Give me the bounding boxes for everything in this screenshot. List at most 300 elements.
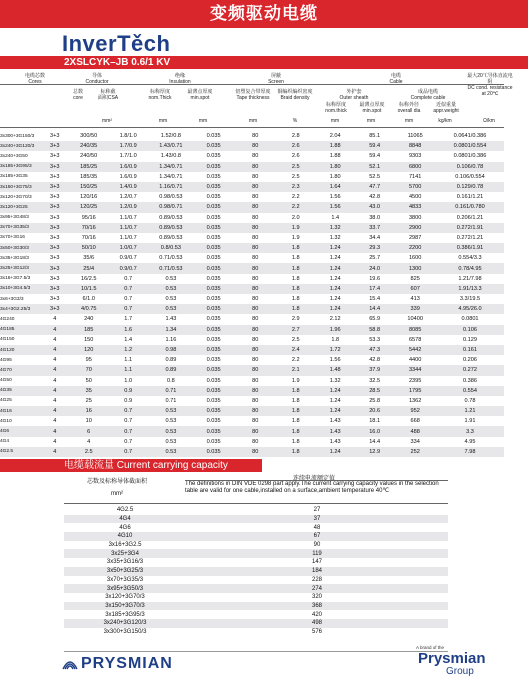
- capacity-cable-cell: 3x95+3G50/3: [64, 584, 186, 593]
- table-cell: 1.24: [329, 275, 341, 282]
- table-cell: 339: [394, 304, 436, 314]
- table-cell: 3.3: [436, 426, 504, 436]
- table-cell: 4: [53, 438, 57, 445]
- table-cell: 0.53: [165, 418, 177, 425]
- table-cell: 4: [53, 316, 57, 323]
- capacity-col1-header: 芯数及标称导体截面积: [86, 479, 147, 485]
- unit-cross: mm²: [102, 118, 112, 124]
- table-cell: 80: [234, 325, 276, 335]
- table-cell: 0.035: [206, 357, 221, 364]
- table-cell: 80: [234, 386, 276, 396]
- table-cell: 25.7: [369, 255, 381, 262]
- table-cell: 42.8: [369, 357, 381, 364]
- table-cell: 16/2.5: [80, 275, 97, 282]
- table-cell: 185/25: [70, 162, 107, 172]
- header-sh-nom: 标称厚度 nom.thick: [325, 102, 347, 114]
- table-cell: 1.9: [276, 223, 315, 233]
- table-cell: 1.56: [329, 357, 341, 364]
- capacity-cable-cell: 3x240+3G120/3: [64, 619, 186, 628]
- table-row: [64, 549, 448, 558]
- prysmian-logo: [62, 655, 173, 673]
- header-total: 总数 core: [72, 89, 83, 101]
- table-cell: 0.035: [193, 426, 235, 436]
- table-cell: 53.3: [369, 336, 381, 343]
- table-cell: 2.6: [276, 141, 315, 151]
- table-cell: 1.8: [291, 418, 300, 425]
- table-cell: 0.71/0.53: [149, 263, 193, 273]
- table-cell: 1.8: [276, 426, 315, 436]
- table-cell: 1300: [394, 263, 436, 273]
- table-cell: 80: [234, 304, 276, 314]
- table-row: [0, 386, 504, 396]
- table-cell: 3+3: [50, 133, 60, 140]
- table-cell: 0.106/0.554: [455, 173, 485, 180]
- table-cell: 1.0: [124, 377, 133, 384]
- table-cell: 3+3: [50, 296, 60, 303]
- table-cell: 1.91: [464, 418, 476, 425]
- table-cell: 4400: [408, 357, 422, 364]
- table-cell: 4833: [394, 202, 436, 212]
- table-cell: 4: [39, 365, 70, 375]
- table-cell: 3x240+3G120/3: [0, 141, 39, 151]
- table-cell: 35: [70, 386, 107, 396]
- table-cell: 4G240: [0, 316, 15, 322]
- table-cell: 4G25: [0, 398, 12, 404]
- table-cell: 0.272: [436, 365, 504, 375]
- table-cell: 11065: [407, 133, 423, 140]
- table-cell: 3x6+3G3/3: [0, 296, 24, 302]
- table-row: [0, 223, 504, 233]
- page-title: 变频驱动电缆: [210, 4, 318, 23]
- table-cell: 80: [252, 255, 259, 262]
- table-cell: 1.8: [291, 255, 300, 262]
- table-cell: 0.554: [436, 386, 504, 396]
- table-row: [64, 558, 448, 567]
- table-cell: 6800: [394, 162, 436, 172]
- table-cell: 1.24: [329, 397, 341, 404]
- table-cell: 1.16: [165, 336, 177, 343]
- capacity-col1-unit: mm²: [111, 491, 123, 497]
- table-row: [0, 325, 504, 335]
- table-cell: 14.4: [369, 438, 381, 445]
- table-cell: 3x16+3G7.5/3: [0, 276, 31, 282]
- table-cell: 0.035: [193, 365, 235, 375]
- table-cell: 80: [252, 418, 259, 425]
- table-cell: 3+3: [39, 182, 70, 192]
- table-cell: 1.2/0.7: [119, 194, 137, 201]
- table-row: [64, 593, 448, 602]
- table-cell: 0.0801/0.554: [436, 141, 504, 151]
- capacity-value-cell: 67: [186, 532, 448, 541]
- table-cell: 4: [39, 406, 70, 416]
- table-cell: 0.53: [149, 304, 193, 314]
- prysmian-logo-text: PRYSMIAN: [81, 655, 173, 672]
- table-cell: 0.53: [149, 426, 193, 436]
- table-cell: 80: [234, 223, 276, 233]
- unit-weight: kg/km: [438, 118, 452, 124]
- capacity-value-cell: 274: [186, 584, 448, 593]
- table-cell: 1.24: [315, 406, 354, 416]
- capacity-cable-cell: 3x50+3G25/3: [64, 567, 186, 576]
- table-cell: 0.7: [107, 447, 149, 457]
- table-cell: 4: [53, 357, 57, 364]
- table-cell: 3x300+3G150/3: [0, 133, 35, 139]
- table-cell: 0.035: [193, 284, 235, 294]
- table-cell: 1.6/0.9: [107, 162, 149, 172]
- table-cell: 1.21: [436, 406, 504, 416]
- table-cell: 80: [234, 284, 276, 294]
- table-cell: 0.035: [206, 255, 221, 262]
- table-cell: 1.8: [276, 243, 315, 253]
- table-cell: 3x4+3G2.25/3: [0, 304, 39, 314]
- capacity-cable-cell: 3x120+3G70/3: [105, 594, 145, 601]
- header-complete: 成品电缆 Complete cable: [410, 89, 446, 101]
- table-cell: 80: [252, 214, 259, 221]
- capacity-col2-header: 连续电流额定值: [292, 476, 335, 482]
- table-cell: 47.3: [355, 345, 394, 355]
- table-cell: 7141: [408, 173, 422, 180]
- table-cell: 1.80: [329, 173, 341, 180]
- table-cell: 1.34/0.71: [159, 173, 183, 180]
- table-cell: 0.0801/0.386: [453, 153, 487, 160]
- table-cell: 0.386/1.91: [436, 243, 504, 253]
- table-cell: 3+3: [39, 223, 70, 233]
- table-cell: 4G95: [0, 357, 12, 363]
- table-cell: 2.5: [291, 173, 300, 180]
- table-cell: 0.7: [124, 438, 133, 445]
- table-cell: 1.2: [107, 345, 149, 355]
- header-od: 标称外径 overall dia: [397, 102, 421, 114]
- table-cell: 2.0: [291, 214, 300, 221]
- table-cell: 2.4: [276, 345, 315, 355]
- table-cell: 16: [70, 406, 107, 416]
- table-cell: 120/16: [80, 194, 98, 201]
- table-cell: 0.035: [206, 194, 221, 201]
- table-cell: 80: [252, 296, 259, 303]
- table-cell: 1.16/0.71: [149, 182, 193, 192]
- table-cell: 0.035: [206, 397, 221, 404]
- table-row: [64, 576, 448, 585]
- divider: [0, 127, 504, 128]
- unit-ins-min: mm: [198, 118, 208, 124]
- capacity-section-title: 电缆载流量 Current carrying capacity: [64, 460, 228, 471]
- table-cell: 0.035: [193, 202, 235, 212]
- table-row: [0, 151, 504, 161]
- header-cores: 电缆芯数 Cores: [24, 73, 45, 85]
- table-cell: 4: [39, 325, 70, 335]
- table-cell: 4: [39, 345, 70, 355]
- table-cell: 488: [394, 426, 436, 436]
- table-cell: 80: [234, 263, 276, 273]
- table-cell: 1.91/13.3: [436, 284, 504, 294]
- table-cell: 0.035: [193, 162, 235, 172]
- table-cell: 80: [234, 406, 276, 416]
- table-row: [0, 304, 504, 314]
- table-cell: 3344: [394, 365, 436, 375]
- capacity-cable-cell: 4G2.5: [116, 507, 134, 514]
- table-cell: 240/50: [80, 153, 98, 160]
- table-cell: 80: [252, 397, 259, 404]
- table-cell: 80: [234, 447, 276, 457]
- table-cell: 0.8/0.53: [149, 243, 193, 253]
- table-cell: 0.78/4.95: [436, 263, 504, 273]
- table-cell: 2900: [394, 223, 436, 233]
- brand-of-text: A brand of the: [416, 645, 445, 650]
- header-cable: 电缆 Cable: [389, 73, 403, 85]
- unit-sh-min: mm: [366, 118, 376, 124]
- table-cell: 150: [84, 336, 94, 343]
- table-cell: 0.71: [165, 397, 177, 404]
- table-cell: 1362: [408, 397, 422, 404]
- table-row: [0, 345, 504, 355]
- table-cell: 1.34: [149, 325, 193, 335]
- table-cell: 1.24: [315, 284, 354, 294]
- table-row: [0, 233, 504, 243]
- table-cell: 3+3: [50, 173, 60, 180]
- table-cell: 1.8: [276, 447, 315, 457]
- table-cell: 85.1: [369, 133, 381, 140]
- table-row: [64, 628, 448, 637]
- table-cell: 52.5: [369, 173, 381, 180]
- table-cell: 1.56: [315, 202, 354, 212]
- table-cell: 1.1/0.7: [119, 234, 137, 241]
- product-line-label: 2XSLCYK–JB 0.6/1 KV: [64, 57, 171, 68]
- capacity-table: [64, 506, 448, 636]
- brand-text-3: ch: [143, 31, 171, 56]
- table-cell: 2200: [394, 243, 436, 253]
- table-cell: 0.035: [193, 345, 235, 355]
- table-cell: 80: [252, 153, 259, 160]
- table-cell: 0.7: [107, 284, 149, 294]
- table-cell: 0.89: [165, 357, 177, 364]
- table-cell: 1.43: [315, 426, 354, 436]
- table-cell: 0.53: [165, 296, 177, 303]
- table-cell: 14.4: [355, 304, 394, 314]
- table-row: [0, 202, 504, 212]
- table-row: [64, 567, 448, 576]
- table-cell: 1.96: [315, 325, 354, 335]
- prysmian-group-logo: Prysmian: [418, 650, 486, 667]
- table-cell: 1.32: [329, 377, 341, 384]
- table-cell: 7.98: [436, 447, 504, 457]
- table-cell: 0.89/0.53: [159, 234, 183, 241]
- table-cell: 0.7: [107, 406, 149, 416]
- table-cell: 1.7/1.0: [119, 153, 137, 160]
- table-cell: 3+3: [50, 255, 60, 262]
- table-cell: 0.035: [206, 296, 221, 303]
- table-cell: 20.6: [355, 406, 394, 416]
- header-weight: 近似重量 appr.weight: [433, 102, 459, 114]
- table-cell: 240/35: [70, 141, 107, 151]
- table-cell: 3+3: [39, 202, 70, 212]
- table-cell: 1.8: [276, 263, 315, 273]
- capacity-value-cell: 119: [186, 549, 448, 558]
- table-cell: 3x95+3G48/3: [0, 215, 29, 221]
- table-cell: 0.035: [193, 447, 235, 457]
- table-row: [0, 406, 504, 416]
- table-cell: 0.161/1.21: [456, 194, 484, 201]
- table-cell: 0.035: [193, 182, 235, 192]
- table-cell: 0.53: [149, 447, 193, 457]
- table-cell: 0.53: [149, 284, 193, 294]
- table-cell: 1.48: [315, 365, 354, 375]
- brand-text-2: ě: [131, 31, 144, 56]
- table-cell: 0.272/1.91: [436, 223, 504, 233]
- capacity-cable-cell: 4G4: [64, 515, 186, 524]
- table-cell: 1.24: [315, 447, 354, 457]
- table-cell: 2.1: [276, 365, 315, 375]
- capacity-value-cell: 320: [311, 594, 322, 601]
- table-cell: 0.71: [149, 386, 193, 396]
- table-cell: 2.2: [276, 202, 315, 212]
- table-cell: 240: [84, 316, 94, 323]
- table-cell: 4G185: [0, 325, 39, 335]
- table-cell: 0.035: [206, 377, 221, 384]
- table-cell: 3x25+3G12/3: [0, 263, 39, 273]
- table-cell: 0.98: [149, 345, 193, 355]
- unit-ins-nom: mm: [158, 118, 168, 124]
- capacity-cable-cell: 4G10: [64, 532, 186, 541]
- table-cell: 50/10: [70, 243, 107, 253]
- table-cell: 2.3: [276, 182, 315, 192]
- table-cell: 3800: [408, 214, 422, 221]
- table-row: [64, 532, 448, 541]
- table-cell: 4G4: [0, 439, 10, 445]
- table-cell: 1.88: [329, 153, 341, 160]
- table-cell: 70/16: [70, 223, 107, 233]
- table-row: [0, 141, 504, 151]
- table-cell: 0.7: [124, 296, 133, 303]
- table-cell: 0.106: [436, 325, 504, 335]
- table-cell: 95: [85, 357, 92, 364]
- table-cell: 2.7: [276, 325, 315, 335]
- table-cell: 0.035: [193, 141, 235, 151]
- table-cell: 1.21/7.98: [458, 275, 482, 282]
- table-cell: 0.035: [206, 173, 221, 180]
- table-cell: 1.24: [315, 304, 354, 314]
- header-ins-min: 最薄点厚度 min.spot: [187, 89, 213, 101]
- table-cell: 4G120: [0, 345, 39, 355]
- table-cell: 252: [394, 447, 436, 457]
- table-row: [0, 274, 504, 284]
- header-braid: 铜编织编织密度 Braid density: [277, 89, 313, 101]
- table-cell: 0.554/3.3: [458, 255, 482, 262]
- capacity-value-cell: 368: [186, 602, 448, 611]
- table-row: [0, 314, 504, 324]
- table-cell: 0.035: [206, 438, 221, 445]
- table-cell: 3+3: [50, 275, 60, 282]
- table-cell: 2.8: [291, 133, 300, 140]
- table-cell: 4G6: [0, 426, 39, 436]
- unit-sh-nom: mm: [330, 118, 340, 124]
- table-cell: 3+3: [50, 214, 60, 221]
- table-cell: 334: [410, 438, 420, 445]
- capacity-cable-cell: 3x35+3G16/3: [106, 559, 144, 566]
- table-cell: 1.88: [315, 141, 354, 151]
- table-cell: 3+3: [39, 162, 70, 172]
- table-cell: 10/1.5: [70, 284, 107, 294]
- table-cell: 0.035: [206, 214, 221, 221]
- table-cell: 3+3: [39, 243, 70, 253]
- table-cell: 1600: [408, 255, 422, 262]
- table-cell: 6: [70, 426, 107, 436]
- table-cell: 80: [252, 438, 259, 445]
- table-cell: 1.1/0.7: [107, 223, 149, 233]
- table-row: [0, 335, 504, 345]
- table-cell: 0.035: [206, 418, 221, 425]
- table-row: [0, 172, 504, 182]
- table-cell: 3x185+3G95/3: [0, 162, 39, 172]
- table-cell: 4G16: [0, 406, 39, 416]
- capacity-cable-cell: 3x185+3G95/3: [105, 611, 145, 618]
- capacity-value-cell: 37: [186, 515, 448, 524]
- capacity-cable-cell: 3x70+3G35/3: [106, 576, 144, 583]
- table-cell: 2.9: [291, 316, 300, 323]
- table-cell: 1.8: [276, 386, 315, 396]
- table-cell: 3+3: [50, 234, 60, 241]
- capacity-value-cell: 576: [311, 628, 322, 635]
- capacity-value-cell: 147: [311, 559, 322, 566]
- table-cell: 1.4: [331, 214, 340, 221]
- table-cell: 1.8/1.0: [119, 133, 137, 140]
- table-cell: 3x50+3G30/3: [0, 243, 39, 253]
- table-cell: 1.64: [315, 182, 354, 192]
- table-cell: 2987: [408, 234, 422, 241]
- table-cell: 43.0: [355, 202, 394, 212]
- table-cell: 47.7: [355, 182, 394, 192]
- table-cell: 6578: [408, 336, 422, 343]
- table-cell: 80: [252, 316, 259, 323]
- table-cell: 1.8: [291, 438, 300, 445]
- header-tape: 铝塑复合带厚度 Tape thickness: [235, 89, 271, 101]
- table-cell: 0.035: [206, 336, 221, 343]
- table-cell: 80: [252, 173, 259, 180]
- table-cell: 25/4: [70, 263, 107, 273]
- table-cell: 1.9: [291, 377, 300, 384]
- table-cell: 1795: [394, 386, 436, 396]
- table-cell: 1.56: [329, 194, 341, 201]
- table-row: [0, 365, 504, 375]
- table-cell: 0.035: [193, 263, 235, 273]
- table-cell: 1.8: [291, 397, 300, 404]
- table-row: [0, 284, 504, 294]
- table-row: [0, 447, 504, 457]
- table-cell: 0.129/0.78: [436, 182, 504, 192]
- table-cell: 2.5: [291, 336, 300, 343]
- table-cell: 1.80: [315, 162, 354, 172]
- table-cell: 0.71/0.53: [159, 255, 183, 262]
- capacity-value-cell: 498: [186, 619, 448, 628]
- capacity-cable-cell: 3x16+3G2.5: [108, 542, 142, 549]
- table-cell: 3+3: [39, 263, 70, 273]
- capacity-col2-note: The definitions in DIN VDE 0298 part apply.The current carrying capacity values in the selection table are valid for one cable,installed on a surface,ambient temperature 40℃: [185, 481, 439, 494]
- table-cell: 1.1: [124, 357, 133, 364]
- table-cell: 2.5: [70, 447, 107, 457]
- table-cell: 2.04: [329, 133, 341, 140]
- table-cell: 0.7: [124, 418, 133, 425]
- table-row: [64, 523, 448, 532]
- table-cell: 1.32: [329, 234, 341, 241]
- table-row: [0, 162, 504, 172]
- table-cell: 4: [39, 426, 70, 436]
- table-cell: 0.89/0.53: [159, 214, 183, 221]
- table-cell: 3x70+3G16: [0, 235, 25, 241]
- header-conductor: 导体 Conductor: [85, 73, 109, 85]
- table-cell: 17.4: [355, 284, 394, 294]
- table-cell: 0.7: [107, 426, 149, 436]
- capacity-value-cell: 184: [186, 567, 448, 576]
- table-cell: 4: [39, 447, 70, 457]
